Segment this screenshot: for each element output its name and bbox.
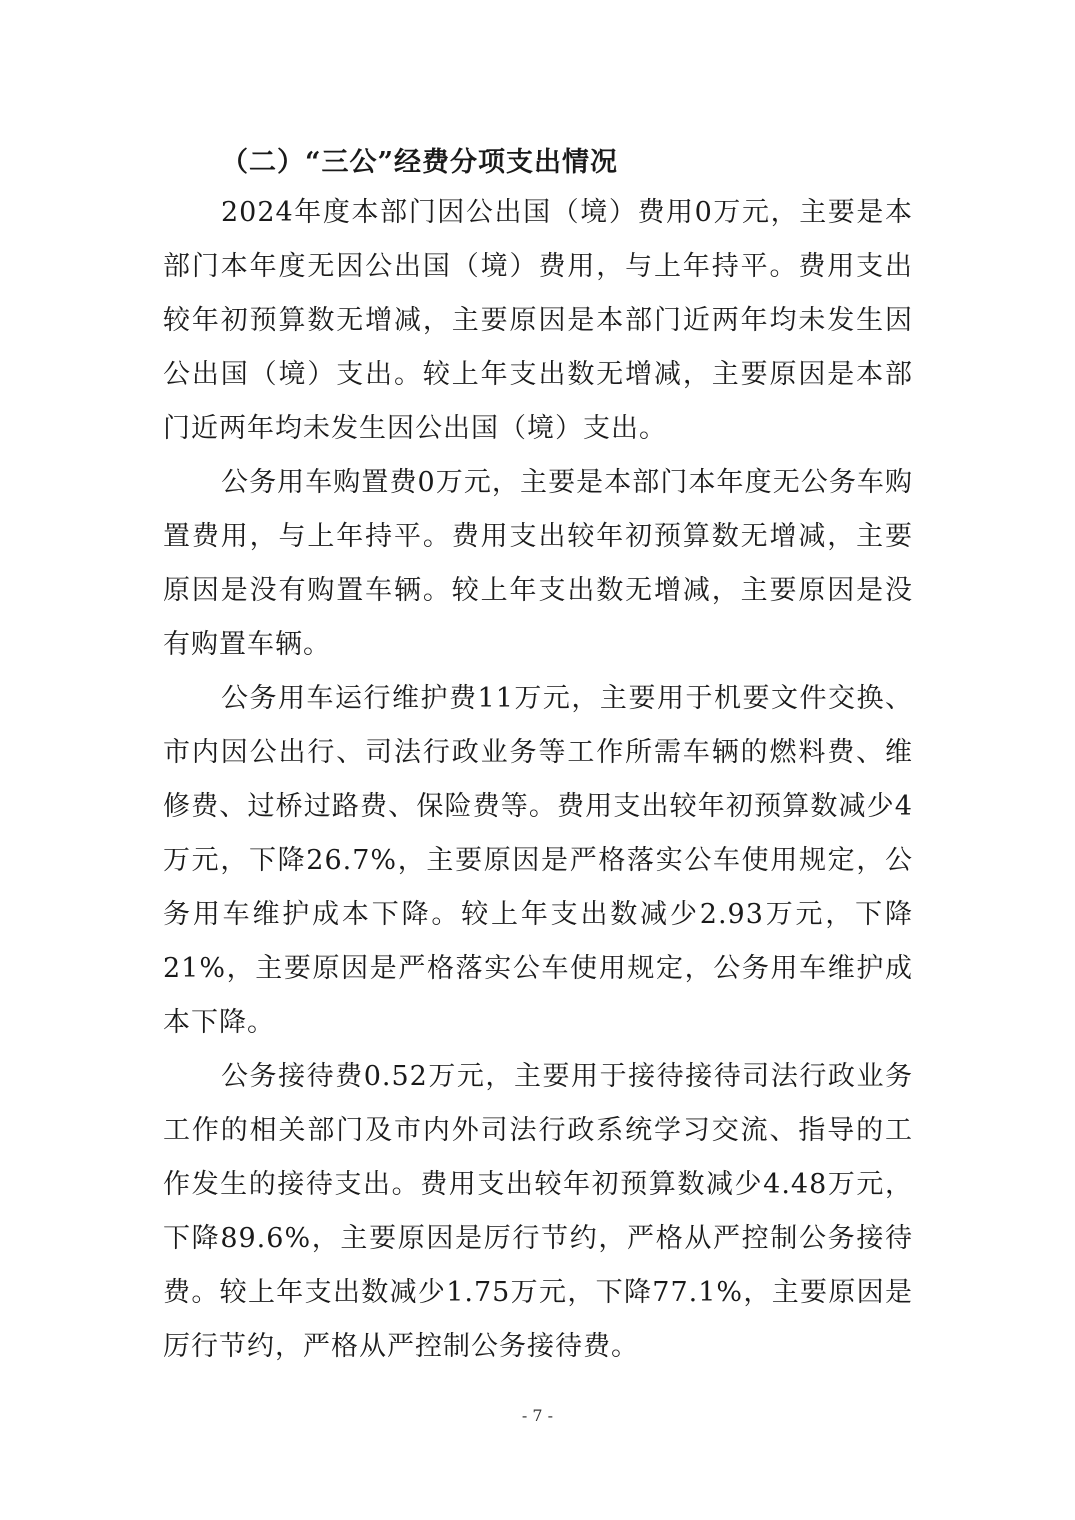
paragraph-official-reception: 公务接待费0.52万元，主要用于接待接待司法行政业务工作的相关部门及市内外司法行政系统学习交流、指导的工作发生的接待支出。费用支出较年初预算数减少4.48万元，下降89.6%，主要原因是厉行节约，严格从严控制公务接待费。较上年支出数减少1.75万元，下降77.1%，主要原因是厉行节约，严格从严控制公务接待费。 <box>163 1061 913 1362</box>
paragraph-vehicle-maintenance: 公务用车运行维护费11万元，主要用于机要文件交换、市内因公出行、司法行政业务等工作所需车辆的燃料费、维修费、过桥过路费、保险费等。费用支出较年初预算数减少4万元，下降26.7%，主要原因是严格落实公车使用规定，公务用车维护成本下降。较上年支出数减少2.93万元，下降21%，主要原因是严格落实公车使用规定，公务用车维护成本下降。 <box>163 683 913 1038</box>
document-body <box>163 140 913 1374</box>
paragraph-overseas-travel: 2024年度本部门因公出国（境）费用0万元，主要是本部门本年度无因公出国（境）费用，与上年持平。费用支出较年初预算数无增减，主要原因是本部门近两年均未发生因公出国（境）支出。较上年支出数无增减，主要原因是本部门近两年均未发生因公出国（境）支出。 <box>163 197 913 444</box>
section-heading: （二）“三公”经费分项支出情况 <box>221 147 619 178</box>
paragraph-vehicle-purchase: 公务用车购置费0万元，主要是本部门本年度无公务车购置费用，与上年持平。费用支出较年初预算数无增减，主要原因是没有购置车辆。较上年支出数无增减，主要原因是没有购置车辆。 <box>163 467 913 660</box>
page-number: - 7 - <box>521 1406 554 1425</box>
